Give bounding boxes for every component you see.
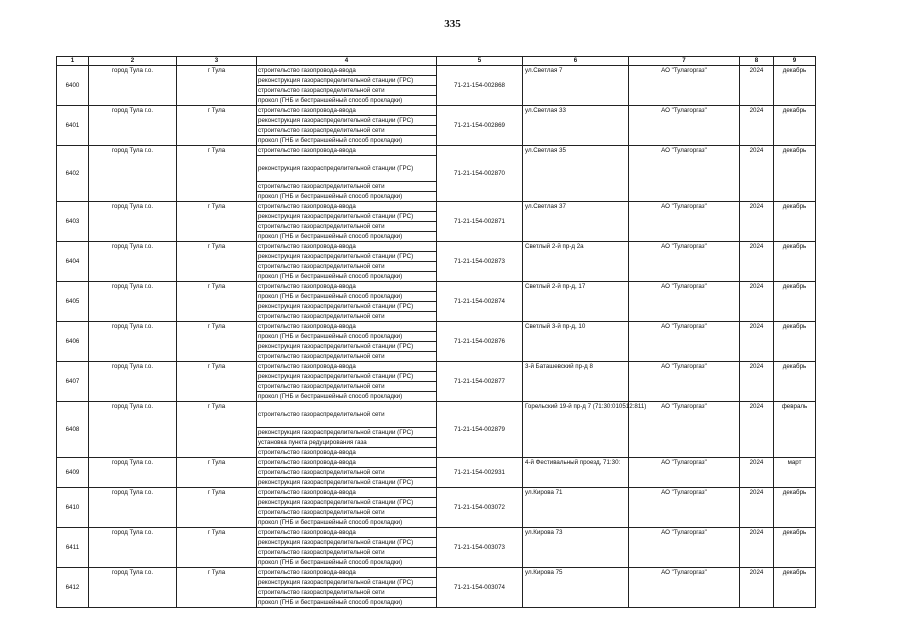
work-type: строительство газопровода-ввода [257, 146, 437, 156]
work-type: реконструкция газораспределительной станции (ГРС) [257, 428, 437, 438]
work-type: строительство газопровода-ввода [257, 282, 437, 292]
work-type: реконструкция газораспределительной станции (ГРС) [257, 498, 437, 508]
year: 2024 [740, 568, 774, 608]
address: Светлый 2-й пр-д, 17 [523, 282, 629, 322]
table-row [57, 458, 816, 468]
work-type: строительство газопровода-ввода [257, 528, 437, 538]
organization: АО "Тулагоргаз" [629, 402, 740, 458]
table-row [57, 106, 816, 116]
year: 2024 [740, 488, 774, 528]
work-type: реконструкция газораспределительной станции (ГРС) [257, 302, 437, 312]
table-row [57, 568, 816, 578]
object-code: 71-21-154-002879 [437, 402, 523, 458]
record-number: 6404 [57, 242, 89, 282]
address: ул.Светлая 37 [523, 202, 629, 242]
work-type: строительство газораспределительной сети [257, 312, 437, 322]
address: ул.Кирова 73 [523, 528, 629, 568]
organization: АО "Тулагоргаз" [629, 146, 740, 202]
work-type: строительство газопровода-ввода [257, 66, 437, 76]
address: Горельский 19-й пр-д 7 (71:30:010512:811) [523, 402, 629, 458]
work-type: строительство газораспределительной сети [257, 182, 437, 192]
address: Светлый 2-й пр-д 2а [523, 242, 629, 282]
organization: АО "Тулагоргаз" [629, 458, 740, 488]
work-type: прокол (ГНБ и бестраншейный способ прокладки) [257, 272, 437, 282]
month: декабрь [774, 66, 816, 106]
locality: г Тула [177, 488, 257, 528]
work-type: реконструкция газораспределительной станции (ГРС) [257, 116, 437, 126]
gas-registry-table [56, 56, 816, 608]
address: ул.Светлая 7 [523, 66, 629, 106]
municipality: город Тула г.о. [89, 488, 177, 528]
municipality: город Тула г.о. [89, 362, 177, 402]
address: Светлый 3-й пр-д, 10 [523, 322, 629, 362]
locality: г Тула [177, 402, 257, 458]
month: декабрь [774, 322, 816, 362]
work-type: прокол (ГНБ и бестраншейный способ прокладки) [257, 232, 437, 242]
work-type: строительство газопровода-ввода [257, 488, 437, 498]
record-number: 6411 [57, 528, 89, 568]
municipality: город Тула г.о. [89, 202, 177, 242]
year: 2024 [740, 202, 774, 242]
work-type: прокол (ГНБ и бестраншейный способ прокладки) [257, 292, 437, 302]
locality: г Тула [177, 66, 257, 106]
locality: г Тула [177, 568, 257, 608]
address: ул.Кирова 71 [523, 488, 629, 528]
municipality: город Тула г.о. [89, 458, 177, 488]
object-code: 71-21-154-002868 [437, 66, 523, 106]
municipality: город Тула г.о. [89, 146, 177, 202]
column-header: 7 [629, 57, 740, 66]
object-code: 71-21-154-002877 [437, 362, 523, 402]
address: ул.Кирова 75 [523, 568, 629, 608]
year: 2024 [740, 362, 774, 402]
work-type: установка пункта редуцирования газа [257, 438, 437, 448]
object-code: 71-21-154-003073 [437, 528, 523, 568]
year: 2024 [740, 66, 774, 106]
work-type: реконструкция газораспределительной станции (ГРС) [257, 578, 437, 588]
work-type: строительство газопровода-ввода [257, 106, 437, 116]
record-number: 6406 [57, 322, 89, 362]
year: 2024 [740, 242, 774, 282]
year: 2024 [740, 528, 774, 568]
municipality: город Тула г.о. [89, 242, 177, 282]
work-type: строительство газопровода-ввода [257, 322, 437, 332]
work-type: строительство газораспределительной сети [257, 468, 437, 478]
organization: АО "Тулагоргаз" [629, 322, 740, 362]
table-body [57, 57, 816, 608]
column-header: 9 [774, 57, 816, 66]
municipality: город Тула г.о. [89, 66, 177, 106]
municipality: город Тула г.о. [89, 322, 177, 362]
locality: г Тула [177, 146, 257, 202]
month: декабрь [774, 488, 816, 528]
month: декабрь [774, 106, 816, 146]
locality: г Тула [177, 106, 257, 146]
work-type: прокол (ГНБ и бестраншейный способ прокладки) [257, 136, 437, 146]
record-number: 6412 [57, 568, 89, 608]
year: 2024 [740, 458, 774, 488]
work-type: строительство газораспределительной сети [257, 402, 437, 428]
month: декабрь [774, 242, 816, 282]
organization: АО "Тулагоргаз" [629, 202, 740, 242]
locality: г Тула [177, 202, 257, 242]
column-header: 4 [257, 57, 437, 66]
year: 2024 [740, 146, 774, 202]
municipality: город Тула г.о. [89, 568, 177, 608]
table-row [57, 528, 816, 538]
work-type: реконструкция газораспределительной станции (ГРС) [257, 342, 437, 352]
object-code: 71-21-154-002873 [437, 242, 523, 282]
locality: г Тула [177, 528, 257, 568]
record-number: 6402 [57, 146, 89, 202]
locality: г Тула [177, 458, 257, 488]
object-code: 71-21-154-003072 [437, 488, 523, 528]
municipality: город Тула г.о. [89, 528, 177, 568]
work-type: строительство газораспределительной сети [257, 352, 437, 362]
record-number: 6400 [57, 66, 89, 106]
locality: г Тула [177, 362, 257, 402]
work-type: прокол (ГНБ и бестраншейный способ прокладки) [257, 192, 437, 202]
table-row [57, 282, 816, 292]
year: 2024 [740, 322, 774, 362]
organization: АО "Тулагоргаз" [629, 106, 740, 146]
municipality: город Тула г.о. [89, 402, 177, 458]
record-number: 6401 [57, 106, 89, 146]
object-code: 71-21-154-002869 [437, 106, 523, 146]
column-header: 8 [740, 57, 774, 66]
record-number: 6407 [57, 362, 89, 402]
work-type: строительство газопровода-ввода [257, 202, 437, 212]
month: декабрь [774, 528, 816, 568]
work-type: строительство газораспределительной сети [257, 222, 437, 232]
work-type: прокол (ГНБ и бестраншейный способ прокладки) [257, 96, 437, 106]
locality: г Тула [177, 282, 257, 322]
month: декабрь [774, 282, 816, 322]
organization: АО "Тулагоргаз" [629, 488, 740, 528]
object-code: 71-21-154-002931 [437, 458, 523, 488]
record-number: 6408 [57, 402, 89, 458]
work-type: строительство газораспределительной сети [257, 588, 437, 598]
month: февраль [774, 402, 816, 458]
table-row [57, 362, 816, 372]
column-header: 6 [523, 57, 629, 66]
table-row [57, 66, 816, 76]
object-code: 71-21-154-002876 [437, 322, 523, 362]
municipality: город Тула г.о. [89, 106, 177, 146]
object-code: 71-21-154-002874 [437, 282, 523, 322]
column-header: 2 [89, 57, 177, 66]
municipality: город Тула г.о. [89, 282, 177, 322]
column-header: 1 [57, 57, 89, 66]
work-type: реконструкция газораспределительной станции (ГРС) [257, 372, 437, 382]
work-type: реконструкция газораспределительной станции (ГРС) [257, 76, 437, 86]
year: 2024 [740, 282, 774, 322]
organization: АО "Тулагоргаз" [629, 362, 740, 402]
year: 2024 [740, 402, 774, 458]
object-code: 71-21-154-003074 [437, 568, 523, 608]
work-type: строительство газопровода-ввода [257, 242, 437, 252]
table-row [57, 488, 816, 498]
table-row [57, 402, 816, 428]
work-type: строительство газопровода-ввода [257, 568, 437, 578]
month: март [774, 458, 816, 488]
work-type: строительство газопровода-ввода [257, 458, 437, 468]
column-number-header-row [57, 57, 816, 66]
work-type: строительство газопровода-ввода [257, 362, 437, 372]
object-code: 71-21-154-002870 [437, 146, 523, 202]
table-row [57, 202, 816, 212]
organization: АО "Тулагоргаз" [629, 66, 740, 106]
work-type: реконструкция газораспределительной станции (ГРС) [257, 538, 437, 548]
page-number: 335 [444, 18, 461, 30]
organization: АО "Тулагоргаз" [629, 282, 740, 322]
organization: АО "Тулагоргаз" [629, 528, 740, 568]
month: декабрь [774, 202, 816, 242]
address: 3-й Баташевский пр-д 8 [523, 362, 629, 402]
table-row [57, 322, 816, 332]
locality: г Тула [177, 322, 257, 362]
record-number: 6405 [57, 282, 89, 322]
work-type: прокол (ГНБ и бестраншейный способ прокладки) [257, 598, 437, 608]
organization: АО "Тулагоргаз" [629, 242, 740, 282]
work-type: строительство газораспределительной сети [257, 548, 437, 558]
column-header: 3 [177, 57, 257, 66]
month: декабрь [774, 568, 816, 608]
work-type: реконструкция газораспределительной станции (ГРС) [257, 252, 437, 262]
address: ул.Светлая 35 [523, 146, 629, 202]
work-type: строительство газораспределительной сети [257, 86, 437, 96]
work-type: строительство газораспределительной сети [257, 508, 437, 518]
year: 2024 [740, 106, 774, 146]
address: 4-й Фестивальный проезд, 71:30: [523, 458, 629, 488]
work-type: строительство газораспределительной сети [257, 262, 437, 272]
address: ул.Светлая 33 [523, 106, 629, 146]
record-number: 6409 [57, 458, 89, 488]
month: декабрь [774, 362, 816, 402]
work-type: строительство газораспределительной сети [257, 382, 437, 392]
table-row [57, 146, 816, 156]
table-row [57, 242, 816, 252]
work-type: прокол (ГНБ и бестраншейный способ прокладки) [257, 392, 437, 402]
column-header: 5 [437, 57, 523, 66]
work-type: реконструкция газораспределительной станции (ГРС) [257, 156, 437, 182]
work-type: строительство газопровода-ввода [257, 448, 437, 458]
record-number: 6403 [57, 202, 89, 242]
locality: г Тула [177, 242, 257, 282]
organization: АО "Тулагоргаз" [629, 568, 740, 608]
work-type: прокол (ГНБ и бестраншейный способ прокладки) [257, 518, 437, 528]
work-type: прокол (ГНБ и бестраншейный способ прокладки) [257, 332, 437, 342]
work-type: реконструкция газораспределительной станции (ГРС) [257, 478, 437, 488]
work-type: строительство газораспределительной сети [257, 126, 437, 136]
record-number: 6410 [57, 488, 89, 528]
work-type: реконструкция газораспределительной станции (ГРС) [257, 212, 437, 222]
month: декабрь [774, 146, 816, 202]
object-code: 71-21-154-002871 [437, 202, 523, 242]
work-type: прокол (ГНБ и бестраншейный способ прокладки) [257, 558, 437, 568]
